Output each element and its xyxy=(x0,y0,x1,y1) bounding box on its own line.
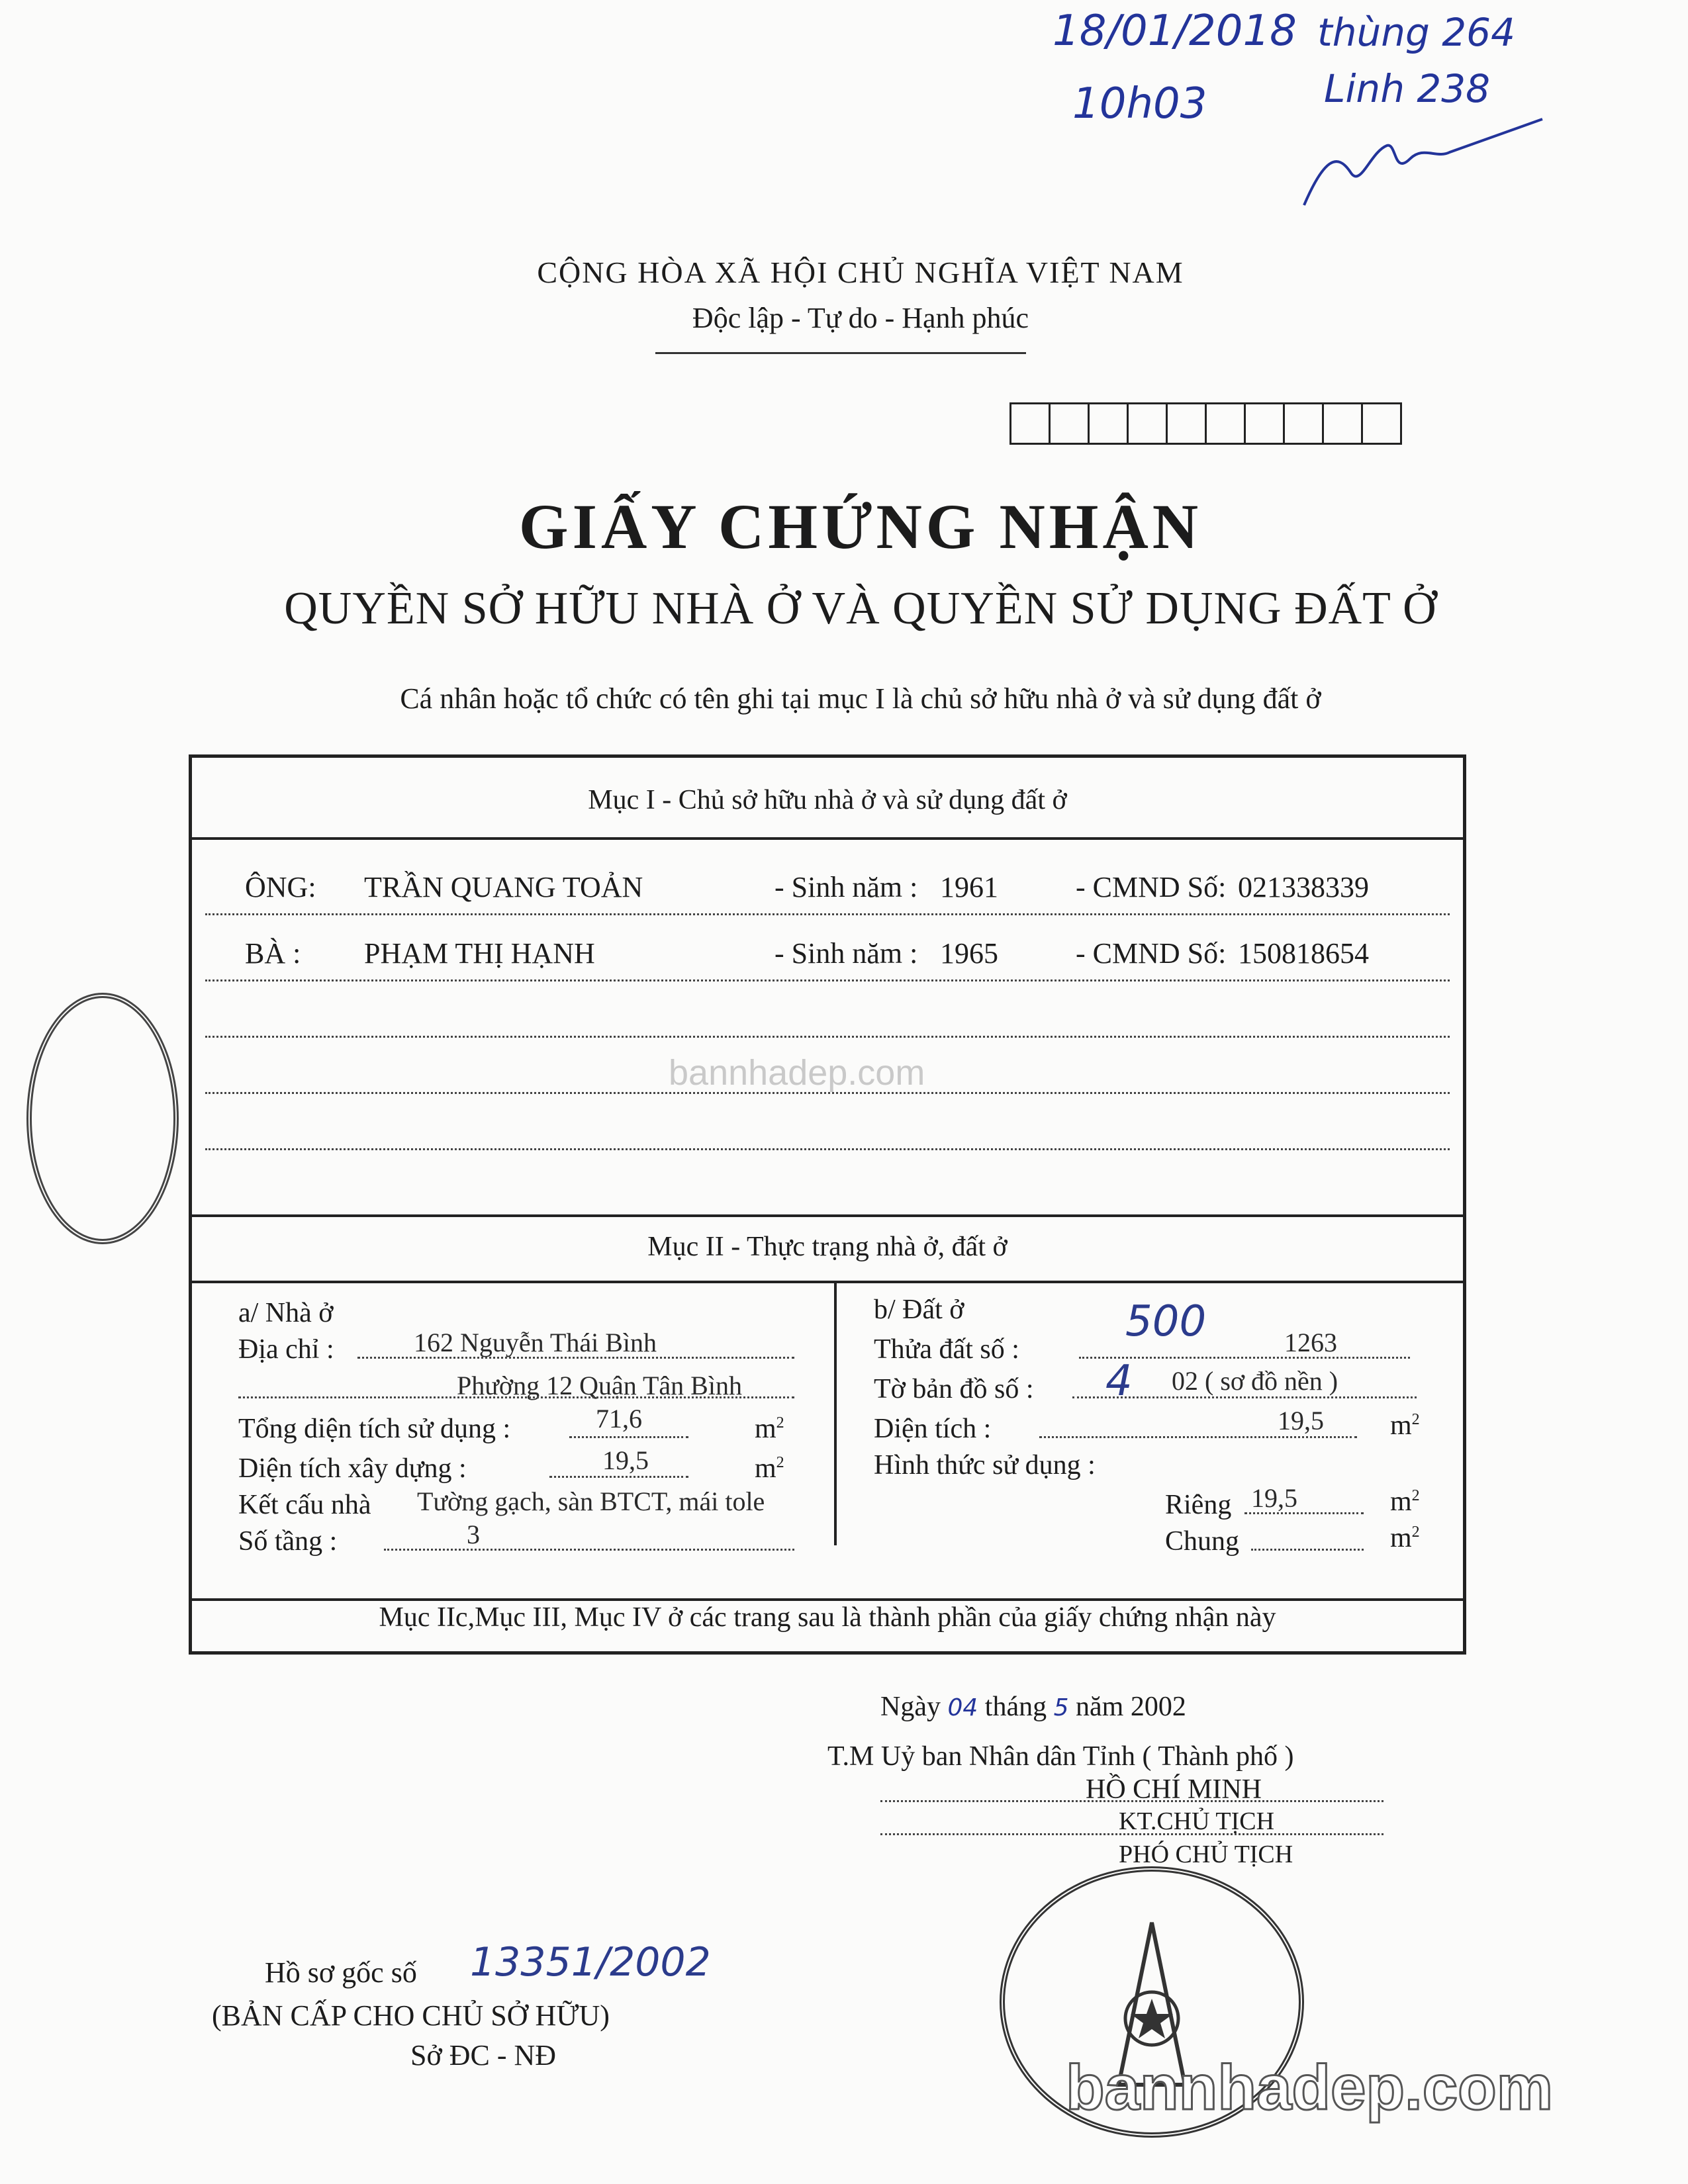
land-label: b/ Đất ở xyxy=(874,1295,964,1325)
birth-label: - Sinh năm : xyxy=(774,937,918,970)
table-divider xyxy=(192,1598,1463,1601)
watermark-bottom: bannhadep.com xyxy=(1066,2052,1554,2123)
date-line xyxy=(880,1691,1186,1723)
private-value: 19,5 xyxy=(1251,1483,1297,1513)
birth-label: - Sinh năm : xyxy=(774,871,918,903)
total-area-value: 71,6 xyxy=(596,1404,642,1433)
handwritten-box-note: thùng 264 xyxy=(1317,10,1515,55)
serial-box xyxy=(1244,402,1285,445)
table-divider xyxy=(192,837,1463,840)
usage-label: Hình thức sử dụng : xyxy=(874,1450,1096,1480)
motto-underline xyxy=(655,352,1026,354)
serial-box xyxy=(1166,402,1207,445)
dotted-line xyxy=(549,1476,688,1478)
owner-name: PHẠM THỊ HẠNH xyxy=(364,937,595,970)
serial-box xyxy=(1127,402,1168,445)
dotted-line xyxy=(1251,1549,1364,1551)
unit-text: m xyxy=(755,1453,776,1484)
initial-signature xyxy=(1297,113,1549,212)
table-divider xyxy=(192,1281,1463,1283)
id-label: - CMND Số: xyxy=(1076,937,1227,970)
country-name: CỘNG HÒA XÃ HỘI CHỦ NGHĨA VIỆT NAM xyxy=(537,255,1184,289)
map-value: 02 ( sơ đồ nền ) xyxy=(1172,1366,1338,1396)
dotted-line xyxy=(205,979,1450,981)
serial-box xyxy=(1283,402,1324,445)
section2-heading: Mục II - Thực trạng nhà ở, đất ở xyxy=(647,1232,1008,1262)
national-motto: Độc lập - Tự do - Hạnh phúc xyxy=(692,302,1029,334)
private-label: Riêng xyxy=(1165,1490,1232,1520)
built-area-unit: $m^2$ xyxy=(755,1453,784,1484)
unit-text: m xyxy=(1390,1410,1412,1441)
edge-stamp xyxy=(26,993,179,1244)
address-line2: Phường 12 Quận Tân Bình xyxy=(457,1371,742,1400)
day-label: Ngày xyxy=(880,1692,941,1722)
serial-number-boxes xyxy=(1011,402,1402,445)
parcel-handwritten: 500 xyxy=(1125,1297,1207,1346)
structure-label: Kết cấu nhà xyxy=(238,1490,371,1520)
day-value: 04 xyxy=(947,1694,978,1721)
certificate-table xyxy=(189,754,1466,1655)
issuing-department: Sở ĐC - NĐ xyxy=(410,2039,557,2071)
dotted-line xyxy=(205,1036,1450,1038)
dotted-line xyxy=(880,1800,1383,1802)
handwritten-time: 10h03 xyxy=(1072,79,1207,128)
file-record xyxy=(265,1956,417,1989)
serial-box xyxy=(1361,402,1402,445)
map-label: Tờ bản đồ số : xyxy=(874,1374,1034,1404)
owner-name: TRẦN QUANG TOẢN xyxy=(364,871,643,903)
dotted-line xyxy=(238,1396,794,1398)
handwritten-roll-note: Linh 238 xyxy=(1324,66,1491,111)
owner-row xyxy=(205,936,1450,989)
footer-note: Mục IIc,Mục III, Mục IV ở các trang sau là thành phần của giấy chứng nhận này xyxy=(379,1602,1276,1633)
handwritten-date: 18/01/2018 xyxy=(1053,7,1297,56)
issuer: T.M Uỷ ban Nhân dân Tỉnh ( Thành phố ) xyxy=(827,1741,1294,1772)
private-unit: $m^2$ xyxy=(1390,1486,1420,1517)
dotted-line xyxy=(1072,1396,1417,1398)
parcel-label: Thửa đất số : xyxy=(874,1334,1019,1365)
owner-row xyxy=(205,870,1450,923)
map-handwritten: 4 xyxy=(1105,1357,1133,1406)
dotted-line xyxy=(384,1549,794,1551)
month-label: tháng xyxy=(984,1692,1047,1722)
table-divider xyxy=(192,1214,1463,1217)
serial-box xyxy=(1009,402,1051,445)
land-area-unit: $m^2$ xyxy=(1390,1410,1420,1441)
land-area-value: 19,5 xyxy=(1278,1406,1324,1435)
serial-box xyxy=(1049,402,1090,445)
dotted-line xyxy=(569,1436,688,1438)
id-number: 021338339 xyxy=(1238,871,1369,903)
watermark-center: bannhadep.com xyxy=(669,1053,925,1093)
copy-note: (BẢN CẤP CHO CHỦ SỞ HỮU) xyxy=(212,1999,610,2032)
month-value: 5 xyxy=(1053,1694,1069,1721)
section1-heading: Mục I - Chủ sở hữu nhà ở và sử dụng đất ở xyxy=(588,785,1067,815)
total-area-label: Tổng diện tích sử dụng : xyxy=(238,1414,511,1444)
land-area-label: Diện tích : xyxy=(874,1414,992,1444)
unit-text: m xyxy=(755,1414,776,1444)
dotted-line xyxy=(357,1357,794,1359)
address-label: Địa chỉ : xyxy=(238,1334,334,1365)
serial-box xyxy=(1322,402,1363,445)
serial-box xyxy=(1088,402,1129,445)
dotted-line xyxy=(880,1833,1383,1835)
year-value: 2002 xyxy=(1130,1692,1186,1722)
floors-value: 3 xyxy=(467,1520,480,1549)
shared-unit: $m^2$ xyxy=(1390,1523,1420,1553)
shared-label: Chung xyxy=(1165,1526,1240,1557)
unit-text: m xyxy=(1390,1486,1412,1517)
file-label: Hồ sơ gốc số xyxy=(265,1956,417,1989)
owner-title: ÔNG: xyxy=(245,871,316,903)
built-area-value: 19,5 xyxy=(602,1445,649,1475)
address-line1: 162 Nguyễn Thái Bình xyxy=(414,1328,657,1357)
certificate-title: GIẤY CHỨNG NHẬN xyxy=(518,491,1203,562)
column-divider xyxy=(834,1281,837,1545)
floors-label: Số tầng : xyxy=(238,1526,338,1557)
year-label: năm xyxy=(1076,1692,1124,1722)
dotted-line xyxy=(205,1148,1450,1150)
certificate-statement: Cá nhân hoặc tổ chức có tên ghi tại mục I là chủ sở hữu nhà ở và sử dụng đất ở xyxy=(400,682,1321,715)
issuer-city: HỒ CHÍ MINH xyxy=(1086,1774,1262,1805)
file-number-handwritten: 13351/2002 xyxy=(470,1939,711,1985)
unit-text: m xyxy=(1390,1523,1412,1553)
birth-year: 1961 xyxy=(940,871,998,903)
dotted-line xyxy=(205,913,1450,915)
position: PHÓ CHỦ TỊCH xyxy=(1119,1841,1293,1868)
total-area-unit: $m^2$ xyxy=(755,1414,784,1444)
structure-value: Tường gạch, sàn BTCT, mái tole xyxy=(417,1486,765,1516)
built-area-label: Diện tích xây dựng : xyxy=(238,1453,467,1484)
dotted-line xyxy=(1039,1436,1357,1438)
certificate-subtitle: QUYỀN SỞ HỮU NHÀ Ở VÀ QUYỀN SỬ DỤNG ĐẤT Ở xyxy=(284,583,1437,634)
dotted-line xyxy=(1244,1512,1364,1514)
house-label: a/ Nhà ở xyxy=(238,1298,334,1328)
serial-box xyxy=(1205,402,1246,445)
id-label: - CMND Số: xyxy=(1076,871,1227,903)
owner-title: BÀ : xyxy=(245,937,301,970)
parcel-value: 1263 xyxy=(1284,1328,1337,1357)
on-behalf: KT.CHỦ TỊCH xyxy=(1119,1807,1275,1835)
birth-year: 1965 xyxy=(940,937,998,970)
id-number: 150818654 xyxy=(1238,937,1369,970)
